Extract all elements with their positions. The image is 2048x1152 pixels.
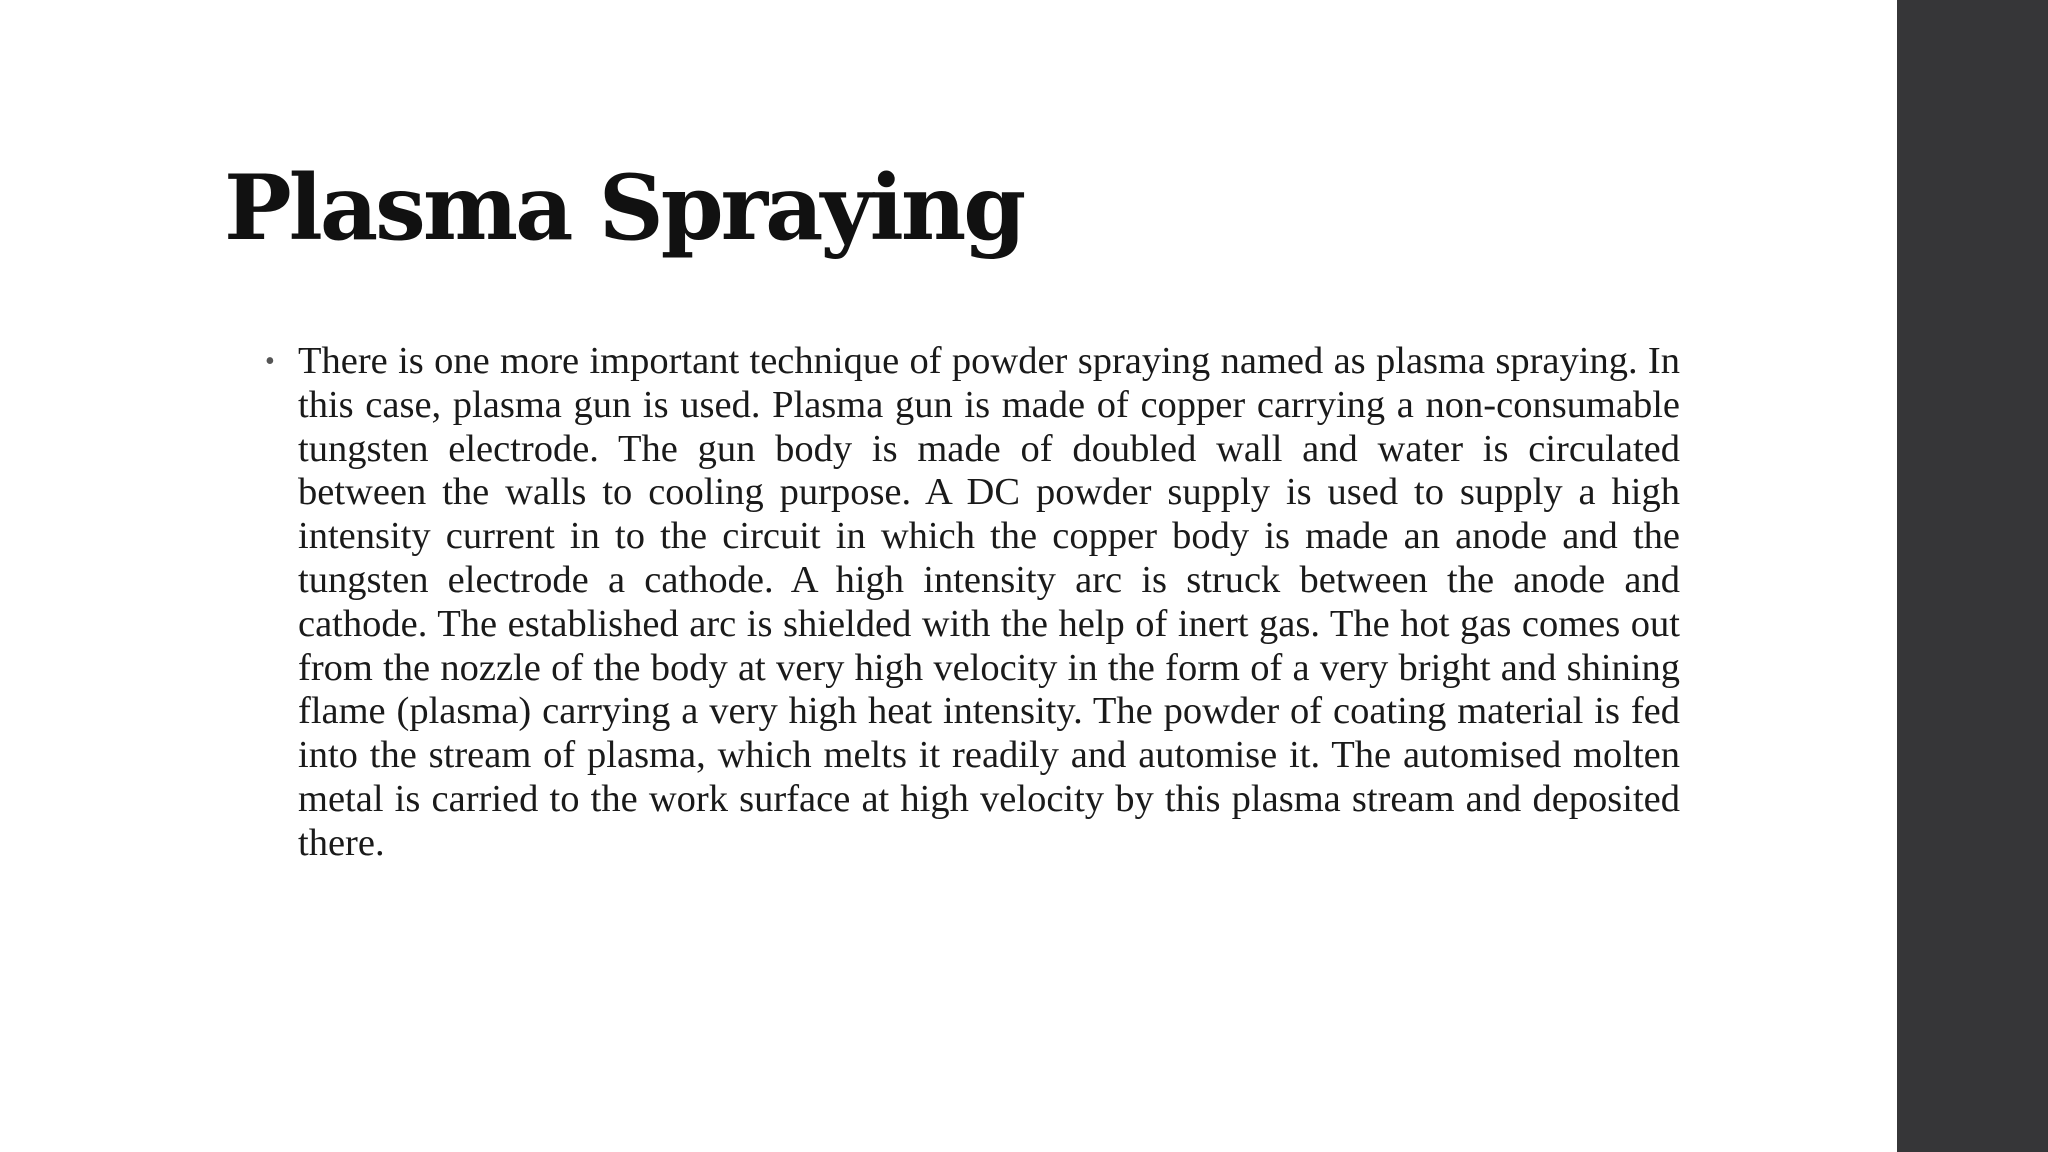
- bullet-list: [262, 340, 1680, 866]
- right-side-bar: [1897, 0, 2048, 1152]
- bullet-dot-icon: •: [265, 346, 275, 377]
- slide-title: Plasma Spraying: [224, 155, 1024, 261]
- bullet-text: There is one more important technique of powder spraying named as plasma spraying. In this case, plasma gun is used. Plasma gun is made of copper carrying a non-consumable tungsten electrode. The gun body is made of doubled wall and water is circulated between the walls to cooling purpose. A DC powder supply is used to supply a high intensity current in to the circuit in which the copper body is made an anode and the tungsten electrode a cathode. A high intensity arc is struck between the anode and cathode. The established arc is shielded with the help of inert gas. The hot gas comes out from the nozzle of the body at very high velocity in the form of a very bright and shining flame (plasma) carrying a very high heat intensity. The powder of coating material is fed into the stream of plasma, which melts it readily and automise it. The automised molten metal is carried to the work surface at high velocity by this plasma stream and deposited there.: [298, 340, 1680, 864]
- bullet-item: [262, 340, 1680, 866]
